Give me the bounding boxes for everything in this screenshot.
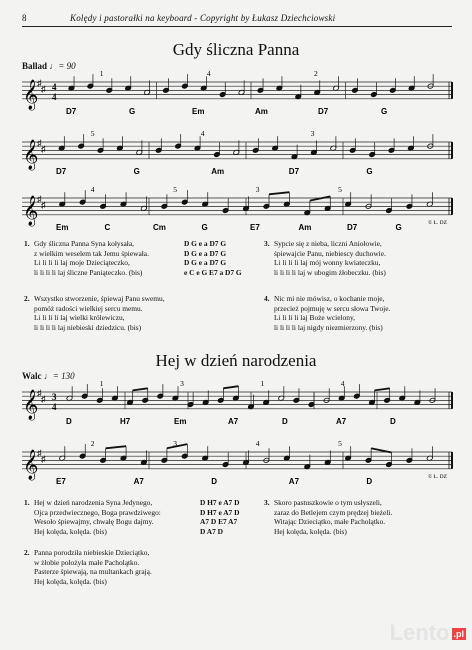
verse-line: pomóż radości wielkiej sercu memu.	[34, 303, 143, 313]
watermark-text: Lento	[389, 620, 450, 645]
quarter-note-icon: ♩	[43, 371, 53, 381]
sharp-icon: ♯	[37, 388, 42, 398]
chord-label: D	[66, 416, 72, 426]
chord-grid-line: D G e a D7 G	[184, 258, 227, 268]
verse-line: li li li li laj śliczne Paniąteczko. (bis)	[34, 267, 143, 277]
chord-label: D7	[288, 166, 300, 176]
fingering-number: 4	[255, 439, 260, 448]
song2-tempo-value: = 130	[52, 371, 75, 381]
chord-grid-line: A7 D E7 A7	[200, 517, 238, 527]
song1-staff-2	[0, 124, 472, 184]
treble-clef-icon: 𝄞	[23, 79, 39, 110]
verse-line: Hej kolęda, kolęda. (bis)	[34, 526, 107, 536]
song1-verse-1	[24, 239, 149, 277]
chord-label: A7	[133, 476, 144, 486]
chord-label: Am	[298, 222, 312, 232]
verse-number: 2.	[24, 548, 30, 557]
verse-line: Li li li li laj wielki królewiczu,	[34, 313, 125, 323]
sharp-icon: ♯	[37, 78, 42, 88]
chord-label: G	[395, 222, 402, 232]
chord-label: Am	[255, 106, 268, 116]
fingering-number: 4	[206, 69, 211, 78]
note-beam	[269, 192, 289, 194]
chord-grid-line: D H7 e A7 D	[200, 507, 240, 517]
song1-verse-2	[24, 294, 165, 332]
chord-label: C	[104, 222, 111, 232]
fingering-number: 4	[340, 379, 345, 388]
song2-verse-1	[24, 498, 161, 536]
note-beam	[133, 388, 148, 390]
chord-label: Em	[174, 416, 187, 426]
chord-label: G	[129, 106, 136, 116]
song1-tempo-style: Ballad	[22, 61, 48, 71]
chord-label: D	[211, 476, 217, 486]
song1-verse-4	[264, 294, 391, 332]
chord-label: Em	[56, 222, 69, 232]
verse-line: Hej kolęda, kolęda. (bis)	[274, 526, 347, 536]
verse-line: Li li li li laj mój wonny kwiateczku,	[274, 258, 381, 268]
fingering-number: 1	[260, 379, 265, 388]
watermark-logo	[390, 620, 466, 646]
verse-number: 4.	[264, 294, 270, 303]
chord-label: H7	[120, 416, 131, 426]
verse-line: z wielkim weselem tak Jemu śpiewała.	[34, 248, 149, 258]
note-beam	[223, 386, 238, 388]
fingering-number: 5	[338, 185, 342, 194]
fingering-number: 1	[99, 69, 104, 78]
fingering-number: 5	[90, 129, 95, 138]
verse-number: 1.	[24, 498, 30, 507]
note-beam	[310, 196, 330, 200]
chord-grid-line: D G e a D7 G	[184, 239, 227, 248]
fingering-number: 3	[255, 185, 260, 194]
song1-chord-grid	[184, 239, 242, 277]
verse-line: li li li li laj niebieski dziedzicu. (bis)	[34, 322, 142, 332]
fingering-number: 2	[314, 69, 318, 78]
chord-grid-line: D A7 D	[200, 526, 223, 536]
verse-line: Li li li li laj moje Dzieciąteczko,	[34, 258, 130, 268]
chord-label: G	[133, 166, 140, 176]
fingering-number: 4	[90, 185, 95, 194]
chord-label: Cm	[153, 222, 166, 232]
note-beam	[167, 444, 187, 448]
time-signature-top: 4	[52, 82, 57, 92]
sharp-icon: ♯	[37, 448, 42, 458]
verse-line: Witając Dzieciątko, małe Pacholątko.	[274, 517, 386, 527]
chord-label: D7	[347, 222, 358, 232]
verse-line: Wszystko stworzenie, śpiewaj Panu swemu,	[34, 294, 165, 303]
verse-line: śpiewajcie Panu, niebiescy duchowie.	[274, 248, 386, 258]
fingering-number: 3	[180, 379, 184, 388]
sharp-icon: ♯	[37, 194, 42, 204]
fingering-number: 5	[173, 185, 177, 194]
watermark-suffix: .pl	[453, 629, 464, 640]
time-signature-bottom: 4	[52, 91, 57, 102]
note-beam	[106, 446, 126, 448]
arranger-copyright: © Ł. DZ	[428, 473, 447, 480]
song1-staff-3	[0, 180, 472, 242]
song2-title: Hej w dzień narodzenia	[155, 351, 317, 370]
fingering-number: 4	[200, 129, 205, 138]
song2-verse-3	[264, 498, 393, 536]
verse-line: Pasterze śpiewają, na multankach grają.	[34, 567, 152, 577]
chord-label: A7	[336, 416, 347, 426]
verse-line: Skoro pastuszkowie o tym usłyszeli,	[274, 498, 382, 507]
chord-label: D	[366, 476, 373, 486]
treble-clef-icon: 𝄞	[23, 139, 39, 170]
verse-line: zaraz do Betlejem czym prędzej bieżeli.	[274, 507, 393, 517]
verse-line: Hej w dzień narodzenia Syna Jedynego,	[34, 498, 153, 507]
time-signature-bottom: 4	[52, 401, 57, 412]
chord-label: A7	[288, 476, 300, 486]
song2-staff-1	[0, 374, 472, 436]
sharp-icon: ♯	[41, 200, 46, 210]
treble-clef-icon: 𝄞	[23, 449, 39, 480]
verse-number: 3.	[264, 239, 270, 248]
chord-label: A7	[228, 416, 239, 426]
song2-staff-2	[0, 434, 472, 498]
verse-line: Ojca przedwiecznego, Boga prawdziwego:	[34, 507, 161, 517]
fingering-number: 3	[310, 129, 315, 138]
chord-label: D	[390, 416, 396, 426]
page-number: 8	[22, 13, 27, 23]
fingering-number: 1	[99, 379, 104, 388]
song1-staff-1	[0, 64, 472, 124]
sharp-icon: ♯	[41, 144, 46, 154]
song1-title: Gdy śliczna Panna	[172, 40, 300, 59]
verse-line: w żłobie położyła małe Pacholątko.	[34, 557, 140, 567]
sharp-icon: ♯	[37, 138, 42, 148]
header-credit: Kolędy i pastorałki na keyboard - Copyright by Łukasz Dziechciowski	[70, 13, 336, 23]
verse-line: Panna porodziła niebieskie Dzieciątko,	[34, 548, 150, 557]
fingering-number: 5	[338, 439, 342, 448]
chord-grid-line: D G e a D7 G	[184, 248, 227, 258]
song2-tempo-style: Walc	[22, 371, 42, 381]
song2-verse-2	[24, 548, 152, 586]
chord-label: Am	[211, 166, 225, 176]
chord-label: E7	[56, 476, 66, 486]
chord-label: D7	[318, 106, 329, 116]
quarter-note-icon: ♩	[49, 61, 59, 71]
song1-verse-3	[264, 239, 386, 277]
verse-line: przecież pojmuję w sercu słowa Twoje.	[274, 303, 391, 313]
chord-label: Em	[192, 106, 205, 116]
verse-number: 2.	[24, 294, 30, 303]
chord-grid-line: D H7 e A7 D	[200, 498, 240, 507]
chord-label: G	[381, 106, 388, 116]
sharp-icon: ♯	[41, 394, 46, 404]
verse-line: Wesoło śpiewajmy, chwałę Bogu dajmy.	[34, 517, 154, 527]
chord-grid-line: e C e G E7 a D7 G	[184, 267, 242, 277]
arranger-copyright: © Ł. DZ	[428, 219, 447, 226]
verse-number: 3.	[264, 498, 270, 507]
verse-line: Hej kolęda, kolęda. (bis)	[34, 576, 107, 586]
chord-label: E7	[250, 222, 260, 232]
verse-line: Gdy śliczna Panna Syna kołysała,	[34, 239, 134, 248]
fingering-number: 2	[90, 439, 95, 448]
fingering-number: 3	[173, 439, 177, 448]
treble-clef-icon: 𝄞	[23, 195, 39, 226]
verse-line: Li li li li laj Boże wcielony,	[274, 313, 356, 323]
treble-clef-icon: 𝄞	[23, 389, 39, 420]
verse-line: li li li li laj nigdy niezmierzony. (bis)	[274, 322, 383, 332]
time-signature-top: 3	[52, 392, 57, 402]
page-header	[22, 12, 452, 27]
chord-label: G	[366, 166, 373, 176]
verse-line: Nic mi nie mówisz, o kochanie moje,	[274, 294, 385, 303]
verse-line: li li li li laj w ubogim żłobeczku. (bis)	[274, 267, 386, 277]
song1-tempo-value: = 90	[58, 61, 76, 71]
chord-label: D7	[56, 166, 67, 176]
sharp-icon: ♯	[41, 84, 46, 94]
song2-chord-grid	[200, 498, 239, 536]
note-beam	[375, 388, 390, 390]
verse-line: Sypcie się z nieba, liczni Aniołowie,	[274, 239, 382, 248]
chord-label: G	[201, 222, 208, 232]
chord-label: D7	[66, 106, 77, 116]
sharp-icon: ♯	[41, 454, 46, 464]
chord-label: D	[282, 416, 288, 426]
verse-number: 1.	[24, 239, 30, 248]
